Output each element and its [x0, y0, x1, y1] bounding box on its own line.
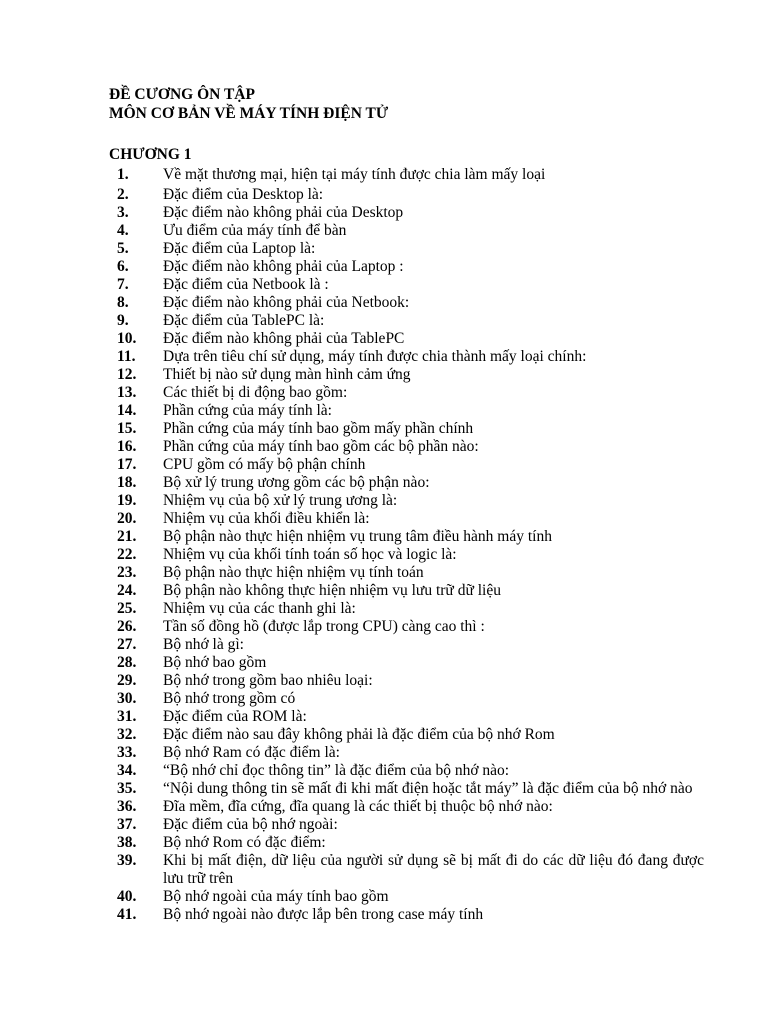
question-item [109, 474, 704, 492]
question-text: Đặc điểm của Laptop là: [163, 240, 316, 257]
question-number: 37. [117, 816, 137, 833]
question-item [109, 690, 704, 708]
question-number: 13. [117, 384, 137, 401]
question-item [109, 528, 704, 546]
question-text: CPU gồm có mấy bộ phận chính [163, 456, 366, 473]
question-number: 18. [117, 474, 137, 491]
question-number: 35. [117, 780, 137, 797]
question-number: 21. [117, 528, 137, 545]
question-number: 34. [117, 762, 137, 779]
question-text: Bộ nhớ trong gồm bao nhiêu loại: [163, 672, 373, 689]
question-item [109, 510, 704, 528]
question-number: 2. [117, 186, 129, 203]
question-text: Bộ xử lý trung ương gồm các bộ phận nào: [163, 474, 430, 491]
question-item [109, 564, 704, 582]
question-text: “Bộ nhớ chỉ đọc thông tin” là đặc điểm của bộ nhớ nào: [163, 762, 510, 779]
question-number: 8. [117, 294, 129, 311]
question-item [109, 438, 704, 456]
question-item [109, 204, 704, 222]
document-header [109, 85, 388, 123]
question-item [109, 276, 704, 294]
question-item [109, 330, 704, 348]
question-text: Phần cứng của máy tính bao gồm các bộ phần nào: [163, 438, 479, 455]
question-item [109, 600, 704, 618]
question-item [109, 906, 704, 924]
question-text: Phần cứng của máy tính là: [163, 402, 332, 419]
question-number: 39. [117, 852, 137, 869]
question-item [109, 348, 704, 366]
question-text: “Nội dung thông tin sẽ mất đi khi mất điện hoặc tắt máy” là đặc điểm của bộ nhớ nào [163, 780, 693, 797]
question-item [109, 582, 704, 600]
question-text: Đặc điểm của ROM là: [163, 708, 307, 725]
question-text: Đặc điểm của Desktop là: [163, 186, 324, 203]
question-item [109, 654, 704, 672]
question-text: Đặc điểm nào không phải của Laptop : [163, 258, 404, 275]
question-text: Nhiệm vụ của các thanh ghi là: [163, 600, 356, 617]
question-text: Khi bị mất điện, dữ liệu của người sử dụng sẽ bị mất đi do các dữ liệu đó đang được lưu trữ trên [163, 852, 704, 887]
question-number: 17. [117, 456, 137, 473]
question-item [109, 834, 704, 852]
question-text: Bộ nhớ trong gồm có [163, 690, 296, 707]
question-item [109, 366, 704, 384]
question-text: Nhiệm vụ của khối điều khiển là: [163, 510, 370, 527]
question-item [109, 636, 704, 654]
question-item [109, 780, 704, 798]
question-item [109, 672, 704, 690]
question-item [109, 258, 704, 276]
question-item [109, 546, 704, 564]
question-text: Bộ phận nào thực hiện nhiệm vụ tính toán [163, 564, 424, 581]
question-number: 22. [117, 546, 137, 563]
question-text: Nhiệm vụ của khối tính toán số học và logic là: [163, 546, 457, 563]
question-number: 15. [117, 420, 137, 437]
document-title: ĐỀ CƯƠNG ÔN TẬP [109, 86, 255, 103]
question-item [109, 888, 704, 906]
question-number: 19. [117, 492, 137, 509]
question-item [109, 852, 704, 888]
question-number: 27. [117, 636, 137, 653]
question-number: 33. [117, 744, 137, 761]
question-text: Ưu điểm của máy tính để bàn [163, 222, 347, 239]
question-number: 11. [117, 348, 136, 365]
question-item [109, 798, 704, 816]
question-item [109, 186, 704, 204]
question-text: Bộ phận nào không thực hiện nhiệm vụ lưu trữ dữ liệu [163, 582, 501, 599]
question-text: Bộ nhớ bao gồm [163, 654, 267, 671]
question-text: Đặc điểm của bộ nhớ ngoài: [163, 816, 338, 833]
question-number: 41. [117, 906, 137, 923]
question-item [109, 402, 704, 420]
question-list [109, 164, 704, 924]
question-number: 14. [117, 402, 137, 419]
question-item [109, 384, 704, 402]
question-number: 6. [117, 258, 129, 275]
question-text: Đặc điểm của TablePC là: [163, 312, 325, 329]
question-text: Đặc điểm nào sau đây không phải là đặc điểm của bộ nhớ Rom [163, 726, 555, 743]
question-number: 10. [117, 330, 137, 347]
question-number: 25. [117, 600, 137, 617]
question-number: 3. [117, 204, 129, 221]
question-text: Thiết bị nào sử dụng màn hình cảm ứng [163, 366, 411, 383]
question-number: 28. [117, 654, 137, 671]
question-number: 1. [117, 166, 129, 183]
document-subtitle: MÔN CƠ BẢN VỀ MÁY TÍNH ĐIỆN TỬ [109, 105, 389, 122]
chapter-heading: CHƯƠNG 1 [109, 146, 192, 163]
question-text: Về mặt thương mại, hiện tại máy tính được chia làm mấy loại [163, 166, 546, 183]
question-number: 23. [117, 564, 137, 581]
question-item [109, 222, 704, 240]
question-text: Đặc điểm nào không phải của Netbook: [163, 294, 410, 311]
question-text: Bộ nhớ là gì: [163, 636, 244, 653]
question-number: 26. [117, 618, 137, 635]
question-number: 9. [117, 312, 129, 329]
question-item [109, 420, 704, 438]
question-text: Đặc điểm của Netbook là : [163, 276, 329, 293]
question-text: Đặc điểm nào không phải của TablePC [163, 330, 405, 347]
question-number: 12. [117, 366, 137, 383]
question-item [109, 312, 704, 330]
question-number: 24. [117, 582, 137, 599]
question-item [109, 708, 704, 726]
question-number: 20. [117, 510, 137, 527]
question-text: Dựa trên tiêu chí sử dụng, máy tính được chia thành mấy loại chính: [163, 348, 587, 365]
question-item [109, 164, 704, 186]
question-text: Tần số đồng hồ (được lắp trong CPU) càng cao thì : [163, 618, 485, 635]
question-text: Bộ phận nào thực hiện nhiệm vụ trung tâm điều hành máy tính [163, 528, 552, 545]
question-item [109, 762, 704, 780]
question-text: Bộ nhớ ngoài của máy tính bao gồm [163, 888, 389, 905]
question-number: 7. [117, 276, 129, 293]
question-number: 31. [117, 708, 137, 725]
question-text: Bộ nhớ Ram có đặc điểm là: [163, 744, 340, 761]
question-item [109, 618, 704, 636]
question-item [109, 240, 704, 258]
question-text: Bộ nhớ Rom có đặc điểm: [163, 834, 326, 851]
question-number: 5. [117, 240, 129, 257]
question-text: Các thiết bị di động bao gồm: [163, 384, 348, 401]
question-number: 38. [117, 834, 137, 851]
question-text: Nhiệm vụ của bộ xử lý trung ương là: [163, 492, 398, 509]
question-number: 4. [117, 222, 129, 239]
question-number: 36. [117, 798, 137, 815]
question-item [109, 492, 704, 510]
question-item [109, 816, 704, 834]
question-text: Phần cứng của máy tính bao gồm mấy phần chính [163, 420, 474, 437]
question-number: 40. [117, 888, 137, 905]
question-item [109, 744, 704, 762]
question-text: Bộ nhớ ngoài nào được lắp bên trong case máy tính [163, 906, 484, 923]
question-number: 30. [117, 690, 137, 707]
question-item [109, 726, 704, 744]
question-item [109, 456, 704, 474]
question-text: Đặc điểm nào không phải của Desktop [163, 204, 404, 221]
question-text: Đĩa mềm, đĩa cứng, đĩa quang là các thiết bị thuộc bộ nhớ nào: [163, 798, 553, 815]
question-number: 29. [117, 672, 137, 689]
question-item [109, 294, 704, 312]
question-number: 32. [117, 726, 137, 743]
question-number: 16. [117, 438, 137, 455]
